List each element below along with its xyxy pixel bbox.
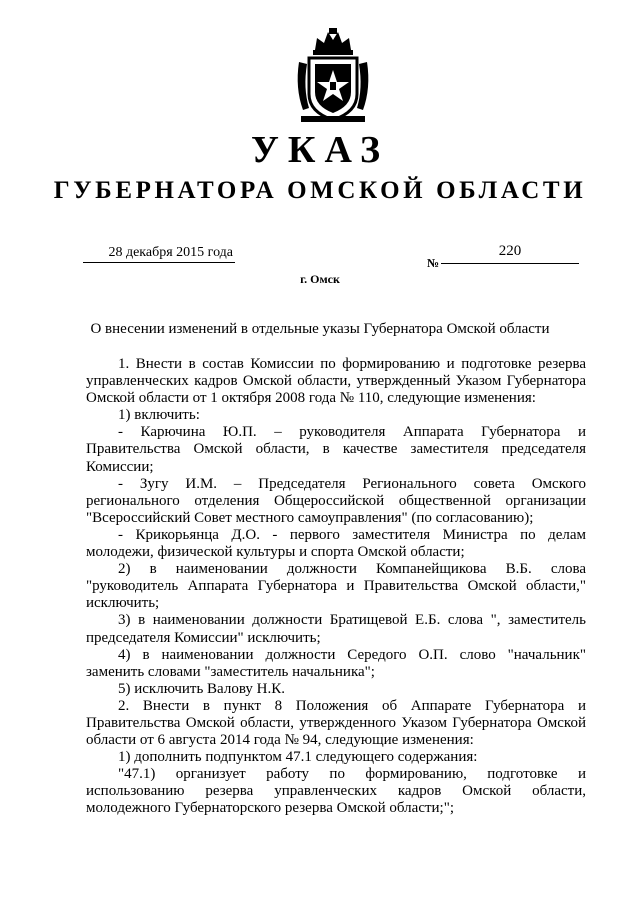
paragraph-exclude: 5) исключить Валову Н.К. bbox=[118, 680, 285, 697]
paragraph-karyuchin: - Карючина Ю.П. – руководителя Аппарата Губернатора и Правительства Омской области, в качестве заместителя председателя Комиссии; bbox=[86, 424, 586, 475]
paragraph-seredoy: 4) в наименовании должности Середого О.П. слово "начальник" заменить словами "заместитель начальника"; bbox=[86, 646, 586, 680]
decree-subject: О внесении изменений в отдельные указы Губернатора Омской области bbox=[90, 321, 550, 337]
paragraph-krikoryants: - Крикорьянца Д.О. - первого заместителя Министра по делам молодежи, физической культуры и спорта Омской области; bbox=[86, 526, 586, 561]
city: г. Омск bbox=[300, 272, 340, 286]
number-label: № bbox=[427, 256, 440, 270]
paragraph-add-47-1: 1) дополнить подпунктом 47.1 следующего содержания: bbox=[118, 749, 478, 766]
document-subtitle: ГУБЕРНАТОРА ОМСКОЙ ОБЛАСТИ bbox=[53, 177, 587, 204]
paragraph-kompaneyshchikov: 2) в наименовании должности Компанейщикова В.Б. слова "руководитель Аппарата Губернатора и Правительства Омской области," исключить; bbox=[86, 561, 586, 612]
paragraph-47-1-text: "47.1) организует работу по формированию, подготовке и использованию резерва управленческих кадров Омской области, молодежного Губернаторского резерва Омской области;"; bbox=[86, 766, 586, 817]
decree-body bbox=[86, 356, 586, 818]
document-title: УКАЗ bbox=[251, 129, 389, 171]
paragraph-item-2: 2. Внести в пункт 8 Положения об Аппарате Губернатора и Правительства Омской области, утвержденного Указом Губернатора Омской области от 6 августа 2014 года № 94, следующие изменения: bbox=[86, 697, 586, 749]
paragraph-zuga: - Зугу И.М. – Председателя Регионального совета Омского регионального отделения Общероссийской общественной организации "Всероссийский Совет местного самоуправления" (по согласованию); bbox=[86, 475, 586, 526]
number-underline bbox=[441, 263, 579, 264]
decree-date: 28 декабря 2015 года bbox=[83, 244, 235, 263]
paragraph-bratishcheva: 3) в наименовании должности Братищевой Е.Б. слова ", заместитель председателя Комиссии" исключить; bbox=[86, 612, 586, 646]
decree-number: 220 bbox=[498, 243, 522, 259]
omsk-coat-of-arms-icon bbox=[293, 28, 373, 126]
paragraph-item-1: 1. Внести в состав Комиссии по формированию и подготовке резерва управленческих кадров Омской области, утвержденный Указом Губернатора Омской области от 1 октября 2008 года № 110, следующие изменения: bbox=[86, 356, 586, 407]
paragraph-include: 1) включить: bbox=[118, 407, 200, 424]
